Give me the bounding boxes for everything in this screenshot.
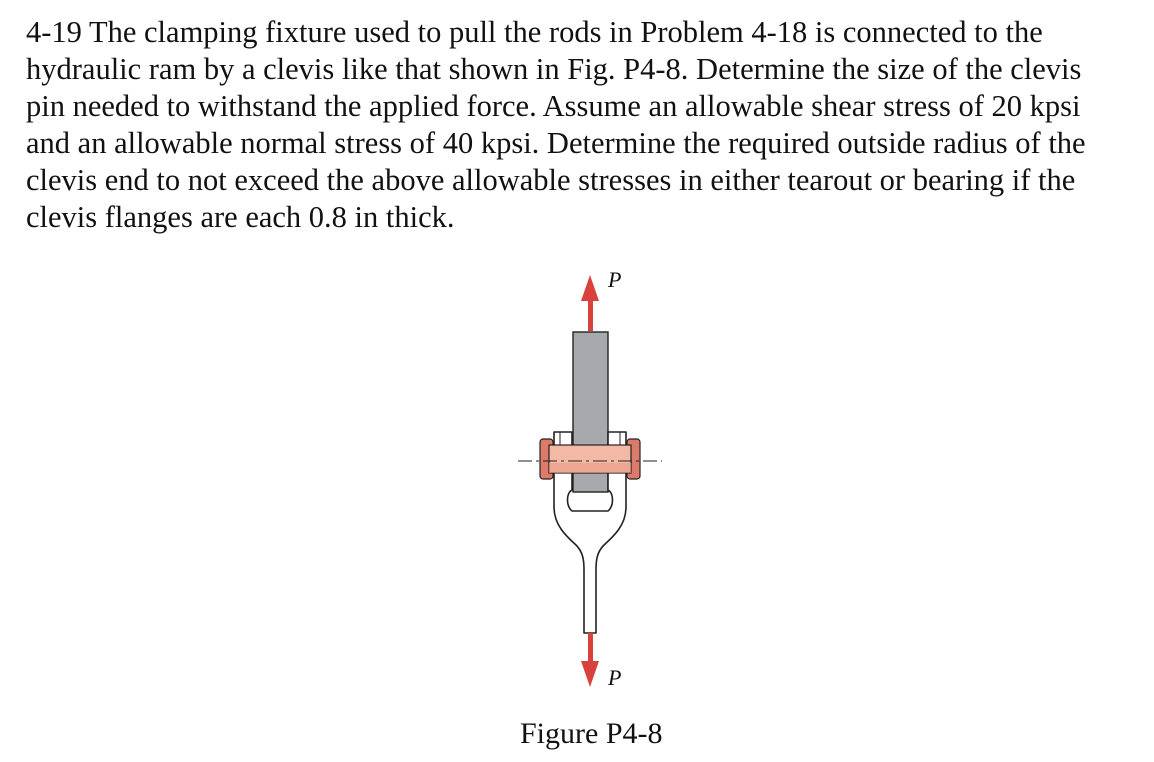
problem-line-5: clevis end to not exceed the above allowable stresses in either tearout or bearing if the (26, 163, 1076, 197)
bottom-arrow-shaft (588, 633, 593, 663)
top-arrow-shaft (588, 299, 593, 331)
problem-line-2: hydraulic ram by a clevis like that shown in Fig. P4-8. Determine the size of the clevis (26, 52, 1082, 86)
problem-line-4: and an allowable normal stress of 40 kpsi. Determine the required outside radius of the (26, 126, 1086, 160)
problem-statement (26, 14, 1141, 236)
bottom-arrow-head (581, 661, 599, 687)
clevis-figure (500, 255, 700, 695)
bottom-load-label: P (608, 665, 622, 690)
problem-line-3: pin needed to withstand the applied force. Assume an allowable shear stress of 20 kpsi (26, 89, 1081, 123)
top-load-label: P (608, 267, 622, 292)
pin-shadow (549, 463, 631, 473)
problem-line-1: 4-19 The clamping fixture used to pull the rods in Problem 4-18 is connected to the (26, 15, 1043, 49)
figure-caption: Figure P4-8 (520, 717, 663, 750)
clevis-drawing (500, 255, 700, 695)
problem-line-6: clevis flanges are each 0.8 in thick. (26, 200, 455, 234)
top-arrow-head (581, 275, 599, 301)
